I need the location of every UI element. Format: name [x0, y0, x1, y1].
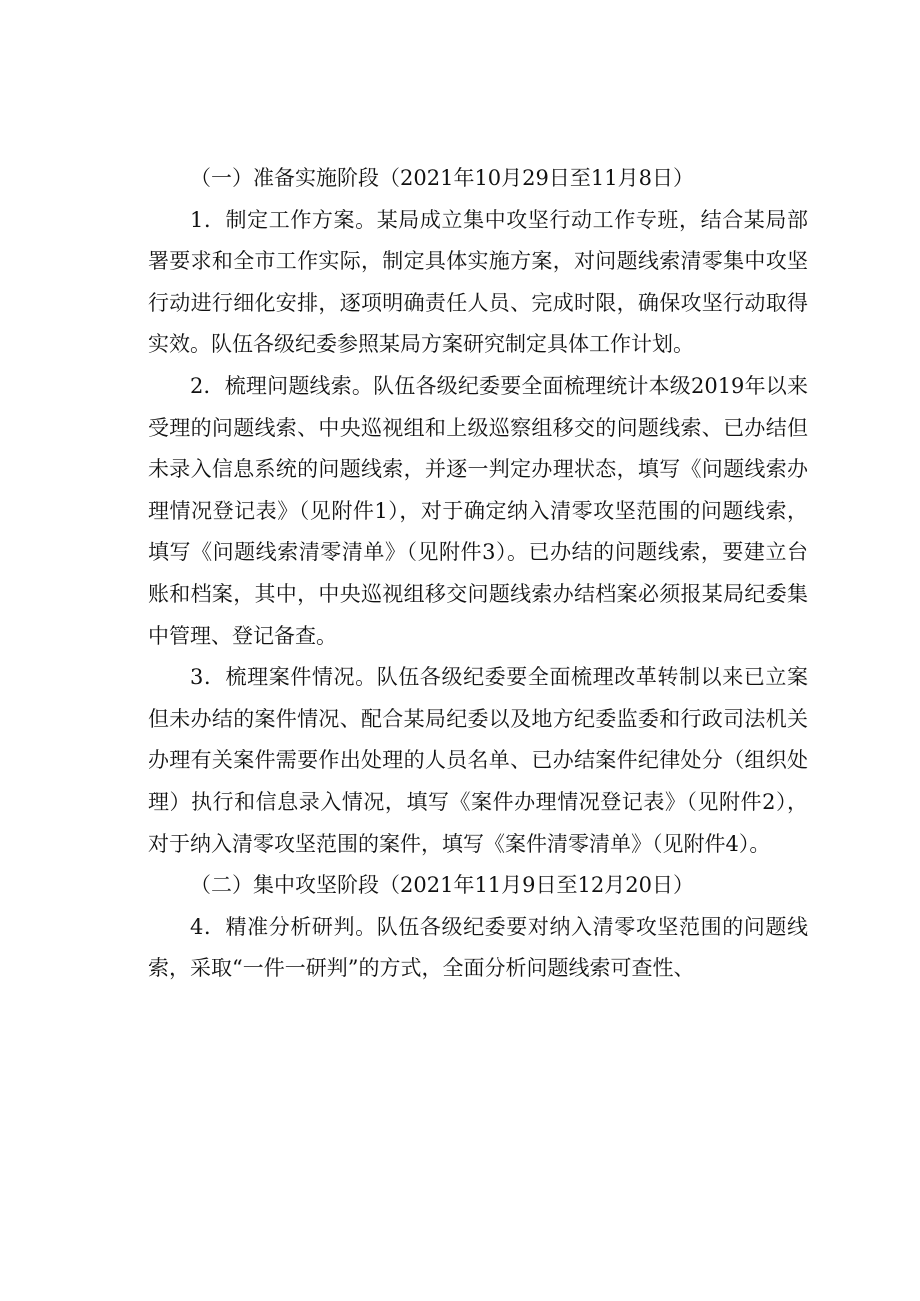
document-body — [148, 158, 808, 990]
section-heading-concentrated-effort: （二）集中攻坚阶段（2021年11月9日至12月20日） — [190, 873, 694, 898]
paragraph-clue-review: 2．梳理问题线索。队伍各级纪委要全面梳理统计本级2019年以来受理的问题线索、中央巡视组和上级巡察组移交的问题线索、已办结但未录入信息系统的问题线索，并逐一判定办理状态，填写《问题线索办理情况登记表》（见附件1），对于确定纳入清零攻坚范围的问题线索，填写《问题线索清零清单》（见附件3）。已办结的问题线索，要建立台账和档案，其中，中央巡视组移交问题线索办结档案必须报某局纪委集中管理、登记备查。 — [148, 373, 808, 648]
paragraph-case-review: 3．梳理案件情况。队伍各级纪委要全面梳理改革转制以来已立案但未办结的案件情况、配合某局纪委以及地方纪委监委和行政司法机关办理有关案件需要作出处理的人员名单、已办结案件纪律处分（组织处理）执行和信息录入情况，填写《案件办理情况登记表》（见附件2），对于纳入清零攻坚范围的案件，填写《案件清零清单》（见附件4）。 — [148, 665, 808, 856]
paragraph-work-plan: 1．制定工作方案。某局成立集中攻坚行动工作专班，结合某局部署要求和全市工作实际，制定具体实施方案，对问题线索清零集中攻坚行动进行细化安排，逐项明确责任人员、完成时限，确保攻坚行动取得实效。队伍各级纪委参照某局方案研究制定具体工作计划。 — [148, 207, 808, 357]
paragraph-analysis: 4．精准分析研判。队伍各级纪委要对纳入清零攻坚范围的问题线索，采取“一件一研判”的方式，全面分析问题线索可查性、 — [148, 914, 808, 981]
section-heading-preparation: （一）准备实施阶段（2021年10月29日至11月8日） — [190, 166, 694, 190]
